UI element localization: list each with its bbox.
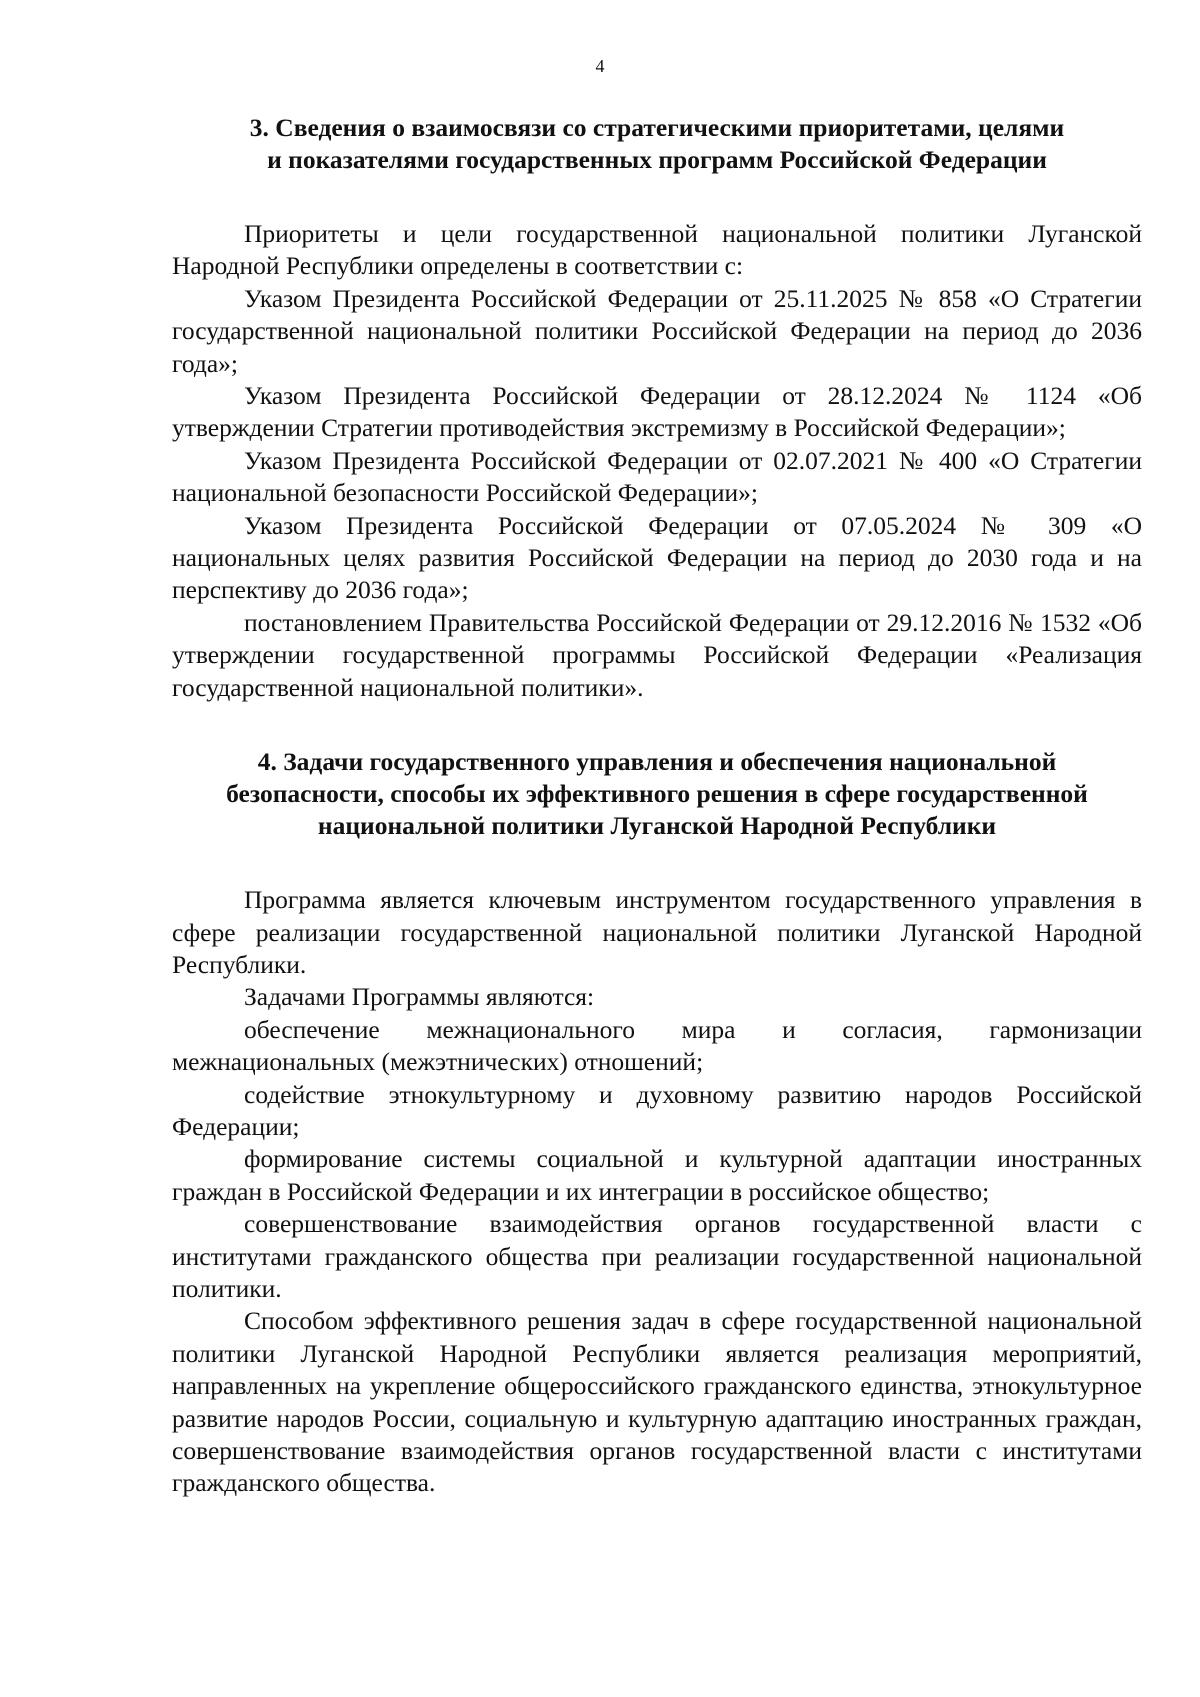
section-3-heading-line: 3. Сведения о взаимосвязи со стратегическими приоритетами, целями [249, 113, 1065, 142]
paragraph: постановлением Правительства Российской Федерации от 29.12.2016 № 1532 «Об утверждении государственной программы Российской Федерации «Реализация государственной национальной политики». [172, 607, 1142, 702]
paragraph: совершенствование взаимодействия органов государственной власти с институтами гражданского общества при реализации государственной национальной политики. [172, 1209, 1142, 1303]
paragraph: Приоритеты и цели государственной национальной политики Луганской Народной Республики определены в соответствии с: [172, 219, 1142, 281]
section-3-heading-line: и показателями государственных программ Российской Федерации [267, 145, 1047, 174]
section-4-heading-line: национальной политики Луганской Народной Республики [317, 811, 997, 841]
paragraph: Указом Президента Российской Федерации от 07.05.2024 № 309 «О национальных целях развития Российской Федерации на период до 2030 года и на перспективу до 2036 года»; [172, 510, 1142, 605]
paragraph: Программа является ключевым инструментом государственного управления в сфере реализации государственной национальной политики Луганской Народной Республики. [172, 885, 1142, 979]
section-3-body [172, 218, 1142, 704]
section-3-heading [172, 112, 1142, 176]
paragraph: Указом Президента Российской Федерации от 25.11.2025 № 858 «О Стратегии государственной национальной политики Российской Федерации на период до 2036 года»; [172, 283, 1142, 378]
paragraph: Задачами Программы являются: [244, 982, 595, 1012]
paragraph: формирование системы социальной и культурной адаптации иностранных граждан в Российской Федерации и их интеграции в российское общество; [172, 1144, 1142, 1206]
document-body [172, 112, 1142, 1500]
page-number: 4 [595, 56, 605, 76]
paragraph: Указом Президента Российской Федерации от 28.12.2024 № 1124 «Об утверждении Стратегии противодействия экстремизму в Российской Федерации»; [172, 381, 1142, 443]
section-4-heading [172, 746, 1142, 842]
section-4-heading-line: 4. Задачи государственного управления и обеспечения национальной [257, 747, 1057, 777]
section-4-body [172, 884, 1142, 1500]
paragraph: содействие этнокультурному и духовному развитию народов Российской Федерации; [172, 1079, 1142, 1141]
section-4-heading-line: безопасности, способы их эффективного решения в сфере государственной [226, 779, 1088, 809]
paragraph: обеспечение межнационального мира и согласия, гармонизации межнациональных (межэтнических) отношений; [172, 1014, 1142, 1077]
paragraph: Указом Президента Российской Федерации от 02.07.2021 № 400 «О Стратегии национальной безопасности Российской Федерации»; [172, 445, 1142, 508]
paragraph: Способом эффективного решения задач в сфере государственной национальной политики Луганской Народной Республики является реализация мероприятий, направленных на укрепление общероссийского гражданского единства, этнокультурное развитие народов России, социальную и культурную адаптацию иностранных граждан, совершенствование взаимодействия органов государственной власти с институтами гражданского общества. [172, 1306, 1142, 1498]
